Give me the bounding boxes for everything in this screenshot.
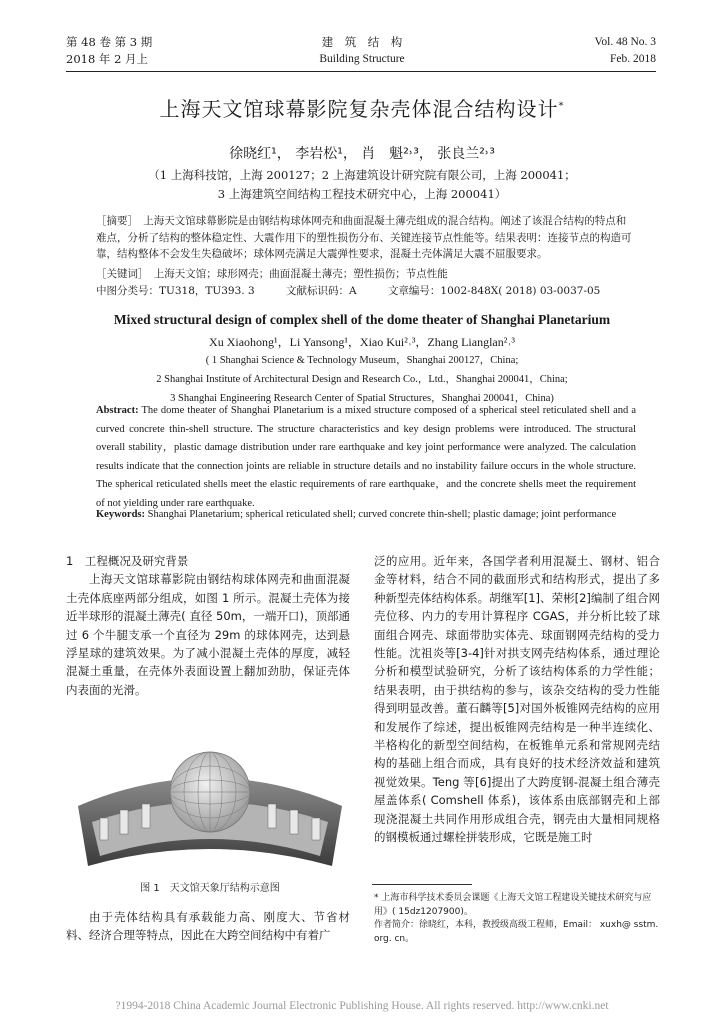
running-header xyxy=(0,0,724,70)
header-volume-en: Vol. 48 No. 3 xyxy=(594,36,656,48)
abstract-en-text: The dome theater of Shanghai Planetarium is a mixed structure composed of a spherical steel reticulated shell and a curved concrete thin-shell structure. The structure characteristics and key design problems were introduced. The structural overall stability，plastic damage distribution under rare earthquake and key joint performance were analyzed. The calculation results indicate that the connection joints are reliable in structure details and no instability failure occurs in the whole structure. The spherical reticulated shells meet the elastic requirements of rare earthquake，and the concrete shells meet the requirement of not yielding under rare earthquake. xyxy=(96,405,636,509)
abstract-en-label: Abstract: xyxy=(96,405,139,416)
authors-en: Xu Xiaohong¹，Li Yansong¹，Xiao Kui²˒³，Zhang Lianglan²˒³ xyxy=(209,335,515,349)
paragraph: 泛的应用。近年来，各国学者利用混凝土、钢材、铝合金等材料，结合不同的截面形式和结构形式，提出了多种新型壳体结构体系。胡继军[1]、荣彬[2]编制了组合网壳位移、内力的专用计算程序 CGAS，并分析比较了球面组合网壳、球面带肋实体壳、球面钢网壳结构的受力性能。沈祖炎等[3-4]针对拱支网壳结构体系，通过理论分析和模型试验研究，分析了该结构体系的力学性能；结果表明，由于拱结构的参与，该杂交结构的受力性能得到明显改善。董石麟等[5]对国外板锥网壳结构的应用和发展作了综述，提出板锥网壳结构是一种半连续化、半格构化的新型空间结构，在板锥单元系和常规网壳结构的基础上组合而成，具有良好的技术经济效益和建筑视觉效果。Teng 等[6]提出了大跨度钢-混凝土组合薄壳屋盖体系( Comshell 体系)，该体系由底部钢壳和上部现浇混凝土共同作用形成组合壳，钢壳由大量相同规格的钢模板通过螺栓拼装形成，它既是施工时 xyxy=(374,554,660,845)
footnote-rule xyxy=(372,884,472,885)
header-volume: 第 48 卷 第 3 期 xyxy=(66,35,153,49)
footnote-fund: * 上海市科学技术委员会课题《上海天文馆工程建设关键技术研究与应用》( 15dz1207900)。 xyxy=(374,893,652,917)
figure-structure-diagram xyxy=(70,748,350,870)
affiliation-en-line-3: 3 Shanghai Engineering Research Center of Spatial Structures，Shanghai 200041，China) xyxy=(170,393,554,404)
classification-line xyxy=(96,283,636,299)
keywords-en-text: Shanghai Planetarium; spherical reticulated shell; curved concrete thin-shell; plastic damage; joint performance xyxy=(145,509,617,520)
header-date-en: Feb. 2018 xyxy=(610,53,656,65)
header-date: 2018 年 2 月上 xyxy=(66,52,149,66)
keywords-en-label: Keywords: xyxy=(96,509,145,520)
paragraph: 上海天文馆球幕影院由钢结构球体网壳和曲面混凝土壳体底座两部分组成，如图 1 所示。混凝土壳体为接近半球形的混凝土薄壳( 直径 50m，一端开口)，顶部通过 6 个牛腿支承一个直径为 29m 的球体网壳，达到悬浮星球的建筑效果。为了减小混凝土壳体的厚度，减轻混凝土重量，在壳体外表面设置上翻加劲肋，保证壳体内表面的光滑。 xyxy=(66,572,350,697)
right-column xyxy=(374,552,660,847)
left-column-top xyxy=(66,552,350,699)
paragraph: 由于壳体结构具有承载能力高、刚度大、节省材料、经济合理等特点，因此在大跨空间结构中有着广 xyxy=(66,910,350,943)
title-en: Mixed structural design of complex shell of the dome theater of Shanghai Planetarium xyxy=(113,312,611,327)
header-journal-cn: 建 筑 结 构 xyxy=(321,35,403,49)
clc-number: 中图分类号：TU318，TU393. 3 xyxy=(96,285,255,297)
keywords-en xyxy=(96,506,636,525)
article-number: 文章编号：1002-848X( 2018) 03-0037-05 xyxy=(387,285,601,297)
affiliation-en-line-2: 2 Shanghai Institute of Architectural Design and Research Co.，Ltd.，Shanghai 200041，China; xyxy=(156,374,568,385)
abstract-en xyxy=(96,402,636,514)
left-column-bottom xyxy=(66,908,350,945)
affiliation-cn-line-2: 3 上海建筑空间结构工程技术研究中心，上海 200041） xyxy=(217,187,507,201)
affiliation-cn-line-1: （1 上海科技馆，上海 200127；2 上海建筑设计研究院有限公司，上海 200041； xyxy=(148,168,576,182)
header-rule xyxy=(66,71,656,72)
page-title: 上海天文馆球幕影院复杂壳体混合结构设计* xyxy=(159,97,565,121)
header-journal-en: Building Structure xyxy=(319,53,405,65)
document-code: 文献标识码：A xyxy=(286,285,357,297)
abstract-cn: ［摘要］ 上海天文馆球幕影院是由钢结构球体网壳和曲面混凝土薄壳组成的混合结构。阐述了该混合结构的特点和难点，分析了结构的整体稳定性、大震作用下的塑性损伤分布、关键连接节点性能等。结果表明：连接节点的构造可靠，结构整体不会发生失稳破坏；球体网壳满足大震弹性要求，混凝土壳体满足大震不屈服要求。 xyxy=(96,215,632,260)
section-heading: 1 工程概况及研究背景 xyxy=(66,554,189,568)
footnote-author: 作者简介：徐晓红，本科，教授级高级工程师，Email： xuxh@ sstm. org. cn。 xyxy=(374,920,659,944)
affiliation-en-line-1: ( 1 Shanghai Science & Technology Museum，Shanghai 200127，China; xyxy=(205,355,519,366)
keywords-cn: ［关键词］ 上海天文馆；球形网壳；曲面混凝土薄壳；塑性损伤；节点性能 xyxy=(96,268,448,280)
figure-caption: 图 1 天文馆天象厅结构示意图 xyxy=(140,883,280,894)
authors-cn: 徐晓红¹， 李岩松¹， 肖 魁²˒³， 张良兰²˒³ xyxy=(229,146,495,162)
page-footer: ?1994-2018 China Academic Journal Electronic Publishing House. All rights reserved. http://www.cnki.net xyxy=(115,1000,609,1012)
